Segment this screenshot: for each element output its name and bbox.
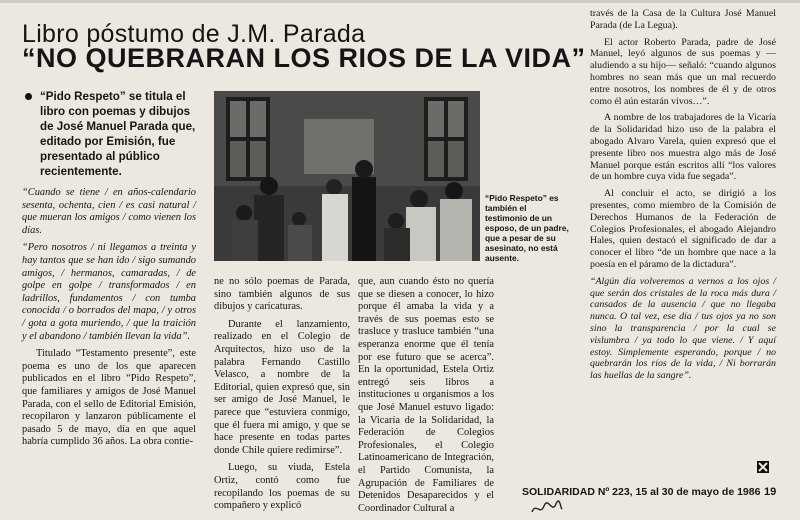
people-reading-photo bbox=[214, 91, 480, 261]
paragraph: Durante el lanzamiento, realizado en el Colegio de Arquitectos, hizo uso de la palabra Fernando Castillo Velasco, a nombre de la Editorial, quien expresó que, sin ser amigo de José Manuel, le parece que “estuviera conmigo, que él fuera mi amigo, y que se hace presente en todas partes donde Chile quiere redimirse”. bbox=[214, 318, 350, 456]
paragraph: Al concluir el acto, se dirigió a los presentes, como miembro de la Comisión de Derechos Humanos de la Federación de Colegios Profesionales, el abogado Alejandro Hales, quien destacó el significado de dar a conocer el libro “de un hombre que nace a la poesía en el páramo de la dictadura”. bbox=[590, 188, 776, 270]
column-2 bbox=[214, 276, 350, 518]
page-top-edge bbox=[0, 0, 800, 3]
article-headline: “NO QUEBRARAN LOS RIOS DE LA VIDA” bbox=[22, 43, 586, 73]
article-kicker: Libro póstumo de J.M. Parada bbox=[22, 20, 366, 48]
article-lede: “Pido Respeto” se titula el libro con poemas y dibujos de José Manuel Parada que, editado por Emisión, fue presentado al público recientemente. bbox=[40, 90, 196, 178]
paragraph: través de la Casa de la Cultura José Manuel Parada (de La Legua). bbox=[590, 8, 776, 31]
poem-stanza-1: “Cuando se tiene / en años-calendario sesenta, ochenta, cien / es casi natural / que mueran los amigos / como vienen los días. bbox=[22, 187, 196, 236]
paragraph: Luego, su viuda, Estela Ortiz, contó como fue recopilando los poemas de su compañero y explicó bbox=[214, 462, 350, 512]
column-4 bbox=[590, 8, 776, 387]
photo-caption: “Pido Respeto” es también el testimonio de un esposo, de un padre, que a pesar de su asesinato, no está ausente. bbox=[485, 193, 569, 263]
paragraph: Titulado “Testamento presente”, este poema es uno de los que aparecen publicados en el libro “Pido Respeto”, que familiares y amigos de José Manuel Parada, con el sello de Editorial Emisión, recopilaron y lanzaron públicamente el pasado 5 de mayo, día en que aquel habría cumplido 36 años. La obra contie- bbox=[22, 348, 196, 448]
column-1 bbox=[22, 187, 196, 454]
poem-stanza-2: “Pero nosotros / ni llegamos a treinta y hay tantos que se han ido / sigo sumando amigos, / hermanos, camaradas, / de golpe en golpe / transformados / en ladrillos, fundamentos / con tumba conocida / o borrados del mapa, / y otros / gota a gota muriendo, / que la traición y el abandono / también llevan la vida”. bbox=[22, 242, 196, 342]
end-mark-icon bbox=[757, 461, 769, 473]
column-3 bbox=[358, 276, 494, 520]
publication-footer: SOLIDARIDAD Nº 223, 15 al 30 de mayo de 1986 bbox=[522, 486, 761, 498]
poem-stanza: “Algún día volveremos a vernos a los ojos / que serán dos cristales de la roca más dura / cansados de la ausencia / que no llegaba nunca. O tal vez, ese día / tus ojos ya no son sino la transparencia / por la cual se vislumbra / ya todo lo que viene. / Y aquí estoy. Simplemente esperando, porque / no quebrarán los ríos de la vida, / Ni borrarán las huellas de la sangre”. bbox=[590, 275, 776, 382]
paragraph: A nombre de los trabajadores de la Vicaría de la Solidaridad hizo uso de la palabra el abogado Alvaro Varela, quien expresó que el presente libro nos muestra algo más de José Manuel porque están escritos allí “los valores de un hombre cuya vida fue segada”. bbox=[590, 112, 776, 183]
paragraph: que, aun cuando ésto no quería que se diesen a conocer, lo hizo porque él amaba la vida y a través de sus poemas esto se trasluce y trasluce también “una esperanza enorme que él tenía por ese futuro que se acerca”. En la oportunidad, Estela Ortiz entregó seis libros a instituciones u organismos a los que José Manuel estuvo ligado: la Vicaría de la Solidaridad, la Federación de Colegios Profesionales, el Colegio Latinoamericano de Integración, el Partido Comunista, la Agrupación de Familiares de Detenidos Desaparecidos y el Coordinador Cultural a bbox=[358, 276, 494, 514]
bullet-icon bbox=[25, 93, 32, 100]
article-photo bbox=[214, 91, 480, 261]
paragraph: El actor Roberto Parada, padre de José Manuel, leyó algunos de sus poemas y —aludiendo a su hijo— señaló: “cuando algunos hombres no sean más que un mal recuerdo entre nosotros, los nombres de él y de otros como él aún estarán vivos…”. bbox=[590, 36, 776, 107]
signature-scribble-icon bbox=[530, 498, 564, 518]
page-number: 19 bbox=[764, 486, 777, 498]
paragraph: ne no sólo poemas de Parada, sino también algunos de sus dibujos y caricaturas. bbox=[214, 276, 350, 313]
